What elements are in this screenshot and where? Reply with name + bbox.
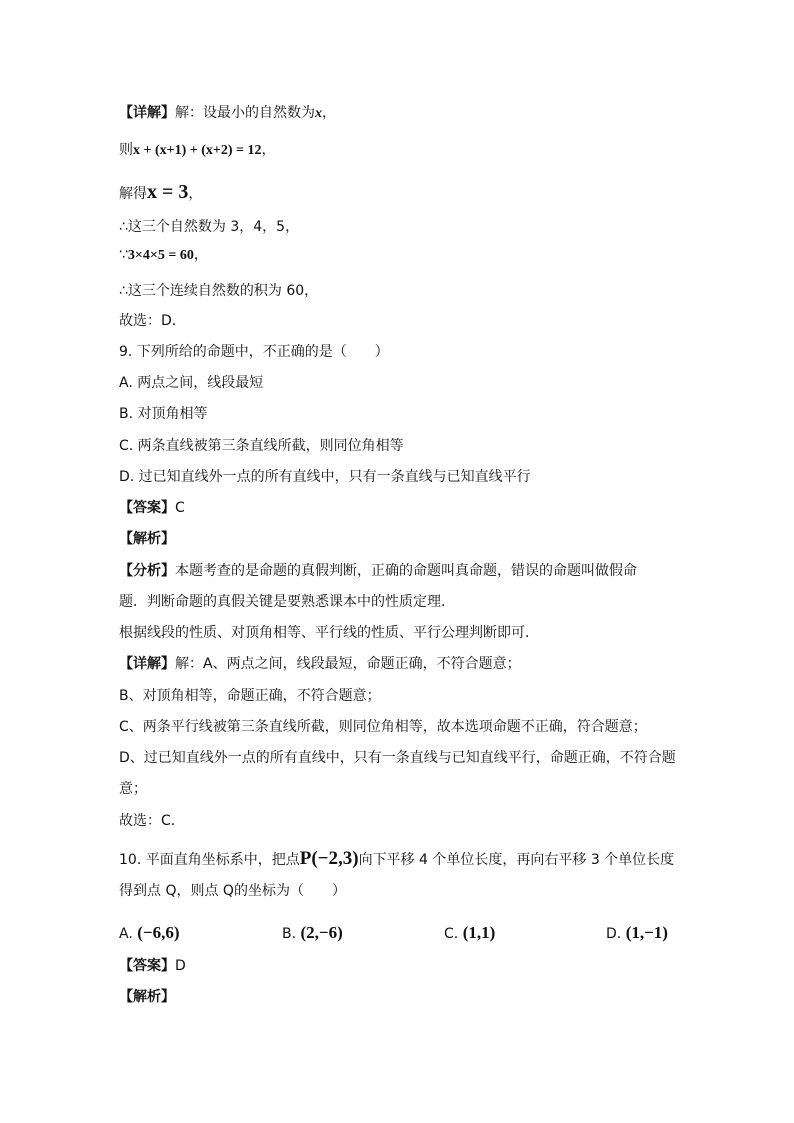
- q8-product-line: ∵3×4×5 = 60，: [119, 247, 208, 263]
- q10-stem-line1: [119, 849, 674, 870]
- q9-detail-a: [119, 654, 521, 674]
- q10-answer: [119, 956, 186, 976]
- q9-fenxi-line3: 根据线段的性质、对顶角相等、平行线的性质、平行公理判断即可．: [119, 625, 539, 641]
- then-label: 则: [119, 142, 133, 158]
- answer-value: D: [175, 958, 186, 974]
- q8-conclusion2: ∴这三个连续自然数的积为 60，: [119, 283, 319, 299]
- variable-x: x: [315, 106, 322, 121]
- option-value: (2,−6): [300, 923, 343, 942]
- q10-stem-prefix: 10. 平面直角坐标系中，把点: [119, 852, 300, 868]
- option-label: A.: [119, 926, 133, 942]
- option-label: B.: [282, 926, 297, 942]
- detail-intro: 解：设最小的自然数为: [175, 105, 315, 121]
- q10-stem-line2: 得到点 Q，则点 Q的坐标为（ ）: [119, 883, 346, 899]
- q9-option-c: C. 两条直线被第三条直线所截，则同位角相等: [119, 438, 404, 454]
- q9-option-b: B. 对顶角相等: [119, 406, 208, 422]
- product-equation: 3×4×5 = 60: [127, 248, 194, 263]
- answer-tag: 【答案】: [119, 958, 175, 974]
- q9-answer: [119, 498, 185, 518]
- detail-a-text: 解：A、两点之间，线段最短，命题正确，不符合题意；: [175, 656, 521, 672]
- solved-equation: x = 3: [147, 181, 189, 203]
- q10-option-c: [444, 923, 495, 944]
- fenxi-text: 本题考查的是命题的真假判断，正确的命题叫真命题，错误的命题叫做假命: [175, 563, 637, 579]
- q9-detail-d2: 意；: [119, 781, 147, 797]
- option-value: (1,1): [462, 923, 496, 942]
- solved-prefix: 解得: [119, 186, 147, 202]
- q8-detail-line: 【详解】解：设最小的自然数为x，: [119, 105, 336, 121]
- point-p: P(−2,3): [299, 848, 359, 869]
- q9-detail-b: B、对顶角相等，命题正确，不符合题意；: [119, 688, 381, 704]
- q10-option-d: [606, 923, 668, 944]
- answer-value: C: [175, 500, 185, 516]
- q9-detail-d1: D、过已知直线外一点的所有直线中，只有一条直线与已知直线平行，命题正确，不符合题: [119, 750, 676, 766]
- q9-option-a: A. 两点之间，线段最短: [119, 375, 264, 391]
- q10-option-a: [119, 923, 180, 944]
- q9-final: 故选：C．: [119, 813, 185, 829]
- option-label: D.: [606, 926, 622, 942]
- q9-fenxi-line2: 题．判断命题的真假关键是要熟悉课本中的性质定理．: [119, 594, 455, 610]
- q9-option-d: D. 过已知直线外一点的所有直线中，只有一条直线与已知直线平行: [119, 469, 531, 485]
- detail-tag: 【详解】: [119, 105, 175, 121]
- equation: x + (x+1) + (x+2) = 12: [133, 143, 262, 158]
- q8-solved-line: 解得x = 3，: [119, 181, 203, 203]
- option-label: C.: [444, 926, 459, 942]
- q8-conclusion1: ∴这三个自然数为 3，4，5，: [119, 219, 300, 235]
- option-value: (−6,6): [137, 923, 180, 942]
- q8-equation-line: 则x + (x+1) + (x+2) = 12，: [119, 142, 276, 158]
- option-value: (1,−1): [625, 923, 668, 942]
- q8-final: 故选：D．: [119, 313, 186, 329]
- because-symbol: ∵: [119, 247, 128, 263]
- answer-tag: 【答案】: [119, 500, 175, 516]
- q10-option-b: [282, 923, 343, 944]
- q9-fenxi-line1: [119, 561, 637, 581]
- q10-analysis-tag: 【解析】: [119, 989, 175, 1005]
- q9-stem: 9. 下列所给的命题中，不正确的是（ ）: [119, 344, 389, 360]
- detail-tag: 【详解】: [119, 656, 175, 672]
- q9-detail-c: C、两条平行线被第三条直线所截，则同位角相等，故本选项命题不正确，符合题意；: [119, 719, 647, 735]
- q9-analysis-tag: 【解析】: [119, 531, 175, 547]
- fenxi-tag: 【分析】: [119, 563, 175, 579]
- q10-stem-suffix: 向下平移 4 个单位长度，再向右平移 3 个单位长度: [358, 852, 675, 868]
